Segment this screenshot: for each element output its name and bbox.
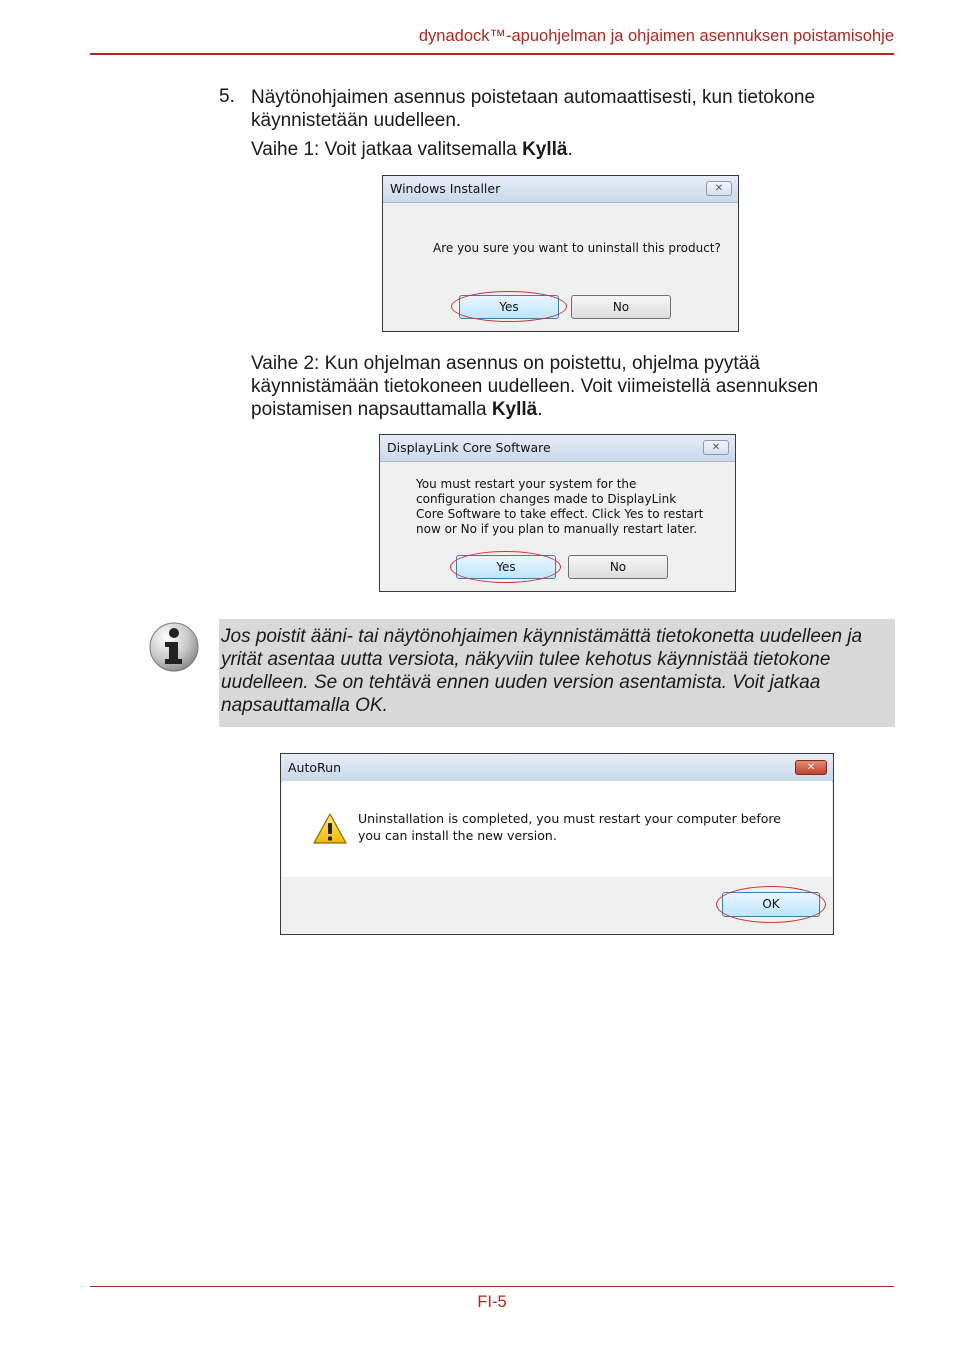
windows-installer-dialog	[382, 175, 739, 332]
close-icon[interactable]: ✕	[795, 760, 827, 775]
highlight-ring	[716, 886, 826, 923]
dialog-message: Are you sure you want to uninstall this product?	[433, 241, 721, 255]
dialog-title-bar	[380, 435, 735, 462]
dialog-title: Windows Installer	[390, 181, 501, 196]
yes-button[interactable]: Yes	[456, 555, 556, 579]
vaihe1-suffix: .	[567, 139, 573, 160]
close-icon[interactable]: ✕	[703, 440, 729, 455]
dialog-message: Uninstallation is completed, you must restart your computer before you can install the new version.	[358, 811, 781, 843]
vaihe1-prefix: Vaihe 1: Voit jatkaa valitsemalla	[251, 139, 523, 160]
vaihe2-bold: Kyllä	[491, 399, 538, 420]
displaylink-dialog	[379, 434, 736, 592]
warning-icon	[312, 812, 348, 846]
vaihe1-text	[251, 138, 573, 161]
highlight-ring	[451, 291, 567, 322]
header-divider	[90, 53, 894, 55]
no-button[interactable]: No	[568, 555, 668, 579]
dialog-title-bar	[281, 754, 833, 782]
autorun-dialog	[280, 753, 834, 935]
ok-button[interactable]: OK	[722, 892, 820, 917]
info-icon	[148, 621, 200, 673]
yes-button[interactable]: Yes	[459, 295, 559, 319]
dialog-title: DisplayLink Core Software	[387, 440, 551, 455]
page-header-title: dynadock™-apuohjelman ja ohjaimen asennuksen poistamisohje	[418, 27, 894, 45]
dialog-message: You must restart your system for the configuration changes made to DisplayLink Core Software to take effect. Click Yes to restart now or No if you plan to manually restart later.	[416, 477, 704, 536]
no-button[interactable]: No	[571, 295, 671, 319]
footer-divider	[90, 1286, 894, 1287]
vaihe2-text	[251, 352, 891, 421]
vaihe2-prefix: Vaihe 2: Kun ohjelman asennus on poistettu, ohjelma pyytää käynnistämään tietokoneen uudelleen. Voit viimeistellä asennuksen poistamisen napsauttamalla	[251, 353, 819, 420]
close-icon[interactable]: ✕	[706, 181, 732, 196]
step-text: Näytönohjaimen asennus poistetaan automaattisesti, kun tietokone käynnistetään uudelleen.	[251, 87, 816, 131]
vaihe1-bold: Kyllä	[522, 139, 568, 160]
highlight-ring	[450, 551, 561, 583]
dialog-title: AutoRun	[288, 760, 341, 775]
step-number: 5.	[219, 86, 235, 107]
note-text: Jos poistit ääni- tai näytönohjaimen käynnistämättä tietokonetta uudelleen ja yrität asentaa uutta versiota, näkyviin tulee kehotus käynnistää tietokone uudelleen. Se on tehtävä ennen uuden version asentamista. Voit jatkaa napsauttamalla OK.	[221, 626, 863, 716]
page-number: FI-5	[477, 1293, 507, 1311]
vaihe2-suffix: .	[537, 399, 543, 420]
dialog-title-bar	[383, 176, 738, 203]
